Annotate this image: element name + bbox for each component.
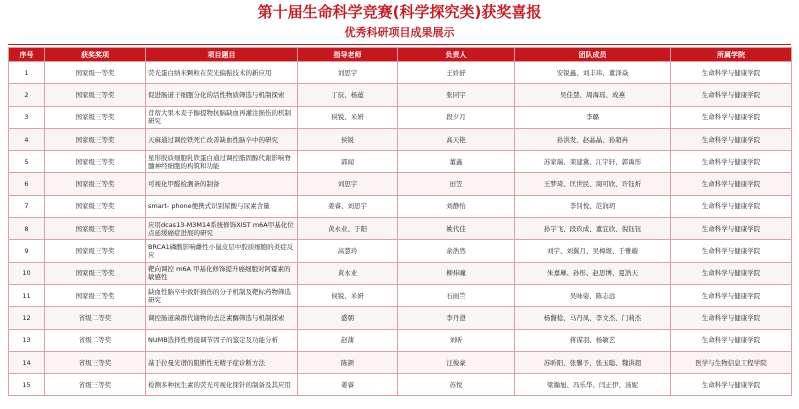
cell-members: 安锐鑫、刘丰玮、董泽焱 [515, 62, 671, 84]
column-header-leader: 负责人 [398, 48, 515, 62]
table-row [9, 106, 792, 128]
cell-award: 国家级三等奖 [45, 284, 146, 306]
cell-award: 省级二等奖 [45, 329, 146, 351]
cell-members: 吴佳慧、周海瑶、成燕 [515, 84, 671, 106]
cell-college: 生命科学与健康学院 [671, 329, 792, 351]
cell-award: 国家级三等奖 [45, 151, 146, 173]
cell-advisor: 郭闻 [298, 151, 398, 173]
cell-leader: 李丹澄 [398, 307, 515, 329]
cell-leader: 田笠 [398, 173, 515, 195]
cell-college: 医学与生物信息工程学院 [671, 351, 792, 373]
cell-index: 3 [9, 106, 45, 128]
cell-members: 梁瀚旭、冯乐华、闫正伊、汤妮 [515, 374, 671, 396]
cell-project: 天麻通过调控铁死亡改善缺血性脑卒中的研究 [146, 128, 298, 150]
cell-project: 基于拉曼光谱的阻断性无精子症诊断方法 [146, 351, 298, 373]
column-header-college: 所属学院 [671, 48, 792, 62]
table-row [9, 240, 792, 262]
cell-advisor: 盛朝 [298, 307, 398, 329]
cell-college: 生命科学与健康学院 [671, 151, 792, 173]
cell-index: 10 [9, 262, 45, 284]
cell-index: 11 [9, 284, 45, 306]
cell-leader: 刘静怡 [398, 195, 515, 217]
table-row [9, 374, 792, 396]
cell-advisor: 刘思宇 [298, 62, 398, 84]
cell-project: 调控肠道菌群代谢物的去泛素酶筛选与机制探索 [146, 307, 298, 329]
cell-college: 生命科学与健康学院 [671, 173, 792, 195]
cell-award: 省级三等奖 [45, 351, 146, 373]
table-row [9, 284, 792, 306]
cell-project: 可视化甲醛检测条的制备 [146, 173, 298, 195]
cell-project: 检测多种抗生素的荧光可视化探针的制备及其应用 [146, 374, 298, 396]
cell-members: 苏家瑞、栾建冀、江宇轩、郭禹彤 [515, 151, 671, 173]
cell-award: 省级二等奖 [45, 307, 146, 329]
cell-advisor: 刘思宇 [298, 173, 398, 195]
cell-members: 蒋谋羽、杨敏艺 [515, 329, 671, 351]
title-divider [8, 44, 791, 45]
cell-college: 生命科学与健康学院 [671, 307, 792, 329]
table-row [9, 262, 792, 284]
cell-leader: 柳炜曈 [398, 262, 515, 284]
cell-members: 刘宇、刘翼月、吴樟煜、于雅璇 [515, 240, 671, 262]
cell-college: 生命科学与健康学院 [671, 195, 792, 217]
page-title: 第十届生命科学竞赛(科学探究类)获奖喜报 [257, 3, 542, 21]
cell-award: 国家级三等奖 [45, 84, 146, 106]
cell-college: 生命科学与健康学院 [671, 240, 792, 262]
table-row [9, 307, 792, 329]
cell-project: 促进肠道干细胞分化的活性物质筛选与机制探索 [146, 84, 298, 106]
cell-leader: 石雨竺 [398, 284, 515, 306]
cell-advisor: 丁辰、杨蕴 [298, 84, 398, 106]
cell-award: 国家级一等奖 [45, 62, 146, 84]
cell-members: 王梦琦、匡世民、周可欣、许钰炘 [515, 173, 671, 195]
cell-advisor: 高慧玲 [298, 240, 398, 262]
cell-advisor: 侯锐、米妍 [298, 106, 398, 128]
cell-award: 国家级三等奖 [45, 173, 146, 195]
cell-leader: 董鑫 [398, 151, 515, 173]
table-row [9, 329, 792, 351]
cell-leader: 段夕月 [398, 106, 515, 128]
cell-members: 孙洪发、赵晶晶、孙超冉 [515, 128, 671, 150]
cell-index: 14 [9, 351, 45, 373]
cell-advisor: 黄永业 [298, 262, 398, 284]
cell-project: 苜蓿大果木麦子醇提物抗脑缺血再灌注损伤的机制研究 [146, 106, 298, 128]
cell-index: 15 [9, 374, 45, 396]
table-row [9, 151, 792, 173]
cell-award: 省级三等奖 [45, 374, 146, 396]
cell-members: 朱嘉琳、孙彤、赵思博、夏浩天 [515, 262, 671, 284]
cell-award: 国家级三等奖 [45, 218, 146, 240]
cell-college: 生命科学与健康学院 [671, 62, 792, 84]
cell-college: 生命科学与健康学院 [671, 106, 792, 128]
cell-college: 生命科学与健康学院 [671, 284, 792, 306]
cell-members: 杨馥稔、马丹凤、李文杰、门莉杰 [515, 307, 671, 329]
cell-college: 生命科学与健康学院 [671, 84, 792, 106]
cell-members: 苏昕阳、张馨予、张玉聪、魏洪超 [515, 351, 671, 373]
cell-leader: 高天艳 [398, 128, 515, 150]
cell-college: 生命科学与健康学院 [671, 128, 792, 150]
cell-index: 9 [9, 240, 45, 262]
table-row [9, 84, 792, 106]
cell-advisor: 姜睿 [298, 374, 398, 396]
cell-college: 生命科学与健康学院 [671, 218, 792, 240]
cell-leader: 张同宇 [398, 84, 515, 106]
cell-index: 8 [9, 218, 45, 240]
cell-award: 国家级三等奖 [45, 195, 146, 217]
cell-award: 国家级三等奖 [45, 240, 146, 262]
cell-award: 国家级三等奖 [45, 128, 146, 150]
cell-leader: 余浩然 [398, 240, 515, 262]
cell-project: smart- phone便携式识别尿酸与尿素含量 [146, 195, 298, 217]
cell-members: 李钊悦、范润玥 [515, 195, 671, 217]
cell-project: 靶向调控 m6A 甲基化修饰提升癌细胞对阿霉素的敏感性 [146, 262, 298, 284]
awards-table [8, 47, 792, 396]
cell-leader: 苏悦 [398, 374, 515, 396]
cell-index: 13 [9, 329, 45, 351]
cell-leader: 王姈舒 [398, 62, 515, 84]
cell-leader: 姚代佳 [398, 218, 515, 240]
cell-leader: 汪俊豪 [398, 351, 515, 373]
table-row [9, 195, 792, 217]
cell-project: 应用dcas13-M3M14系统修饰XIST m6A甲基化位点延缓癌症进展的研究 [146, 218, 298, 240]
cell-college: 生命科学与健康学院 [671, 262, 792, 284]
cell-advisor: 侯锐、米妍 [298, 284, 398, 306]
cell-project: 缺血性脑卒中致肝损伤的分子机制及靶标药物筛选研究 [146, 284, 298, 306]
table-header-row [9, 48, 792, 62]
cell-index: 5 [9, 151, 45, 173]
cell-advisor: 姜睿、刘思宇 [298, 195, 398, 217]
cell-project: BRCA1磷酸影响雌性小鼠皮层中胶质细胞的炎症反应 [146, 240, 298, 262]
table-row [9, 351, 792, 373]
cell-project: 星形胶质细胞乳铁蛋白通过调控脂固醇代谢影响脊髓神经细胞的构筑和功能 [146, 151, 298, 173]
column-header-award: 获奖奖项 [45, 48, 146, 62]
table-row [9, 128, 792, 150]
cell-advisor: 赵蒲 [298, 329, 398, 351]
cell-college: 生命科学与健康学院 [671, 374, 792, 396]
cell-leader: 刘昕 [398, 329, 515, 351]
column-header-members: 团队成员 [515, 48, 671, 62]
cell-award: 国家级三等奖 [45, 106, 146, 128]
column-header-advisor: 指导老师 [298, 48, 398, 62]
cell-advisor: 黄永业、于阳 [298, 218, 398, 240]
table-row [9, 218, 792, 240]
cell-project: NUMB选择性剪接调节因子的鉴定及功能分析 [146, 329, 298, 351]
cell-project: 荧光蛋白纳米颗粒在荧光偏振技术的新应用 [146, 62, 298, 84]
cell-members: 吴咏姿、陈志远 [515, 284, 671, 306]
cell-index: 2 [9, 84, 45, 106]
cell-advisor: 陈颉 [298, 351, 398, 373]
cell-members: 孙宇飞、段玖成、董宜欣、倪钰钰 [515, 218, 671, 240]
cell-advisor: 侯锐 [298, 128, 398, 150]
page-subtitle: 优秀科研项目成果展示 [344, 26, 455, 39]
table-body [9, 62, 792, 396]
cell-index: 7 [9, 195, 45, 217]
cell-index: 1 [9, 62, 45, 84]
cell-members: 李璐 [515, 106, 671, 128]
column-header-project: 项目题目 [146, 48, 298, 62]
cell-award: 国家级三等奖 [45, 262, 146, 284]
column-header-index: 序号 [9, 48, 45, 62]
cell-index: 4 [9, 128, 45, 150]
cell-index: 6 [9, 173, 45, 195]
cell-index: 12 [9, 307, 45, 329]
table-row [9, 62, 792, 84]
table-row [9, 173, 792, 195]
